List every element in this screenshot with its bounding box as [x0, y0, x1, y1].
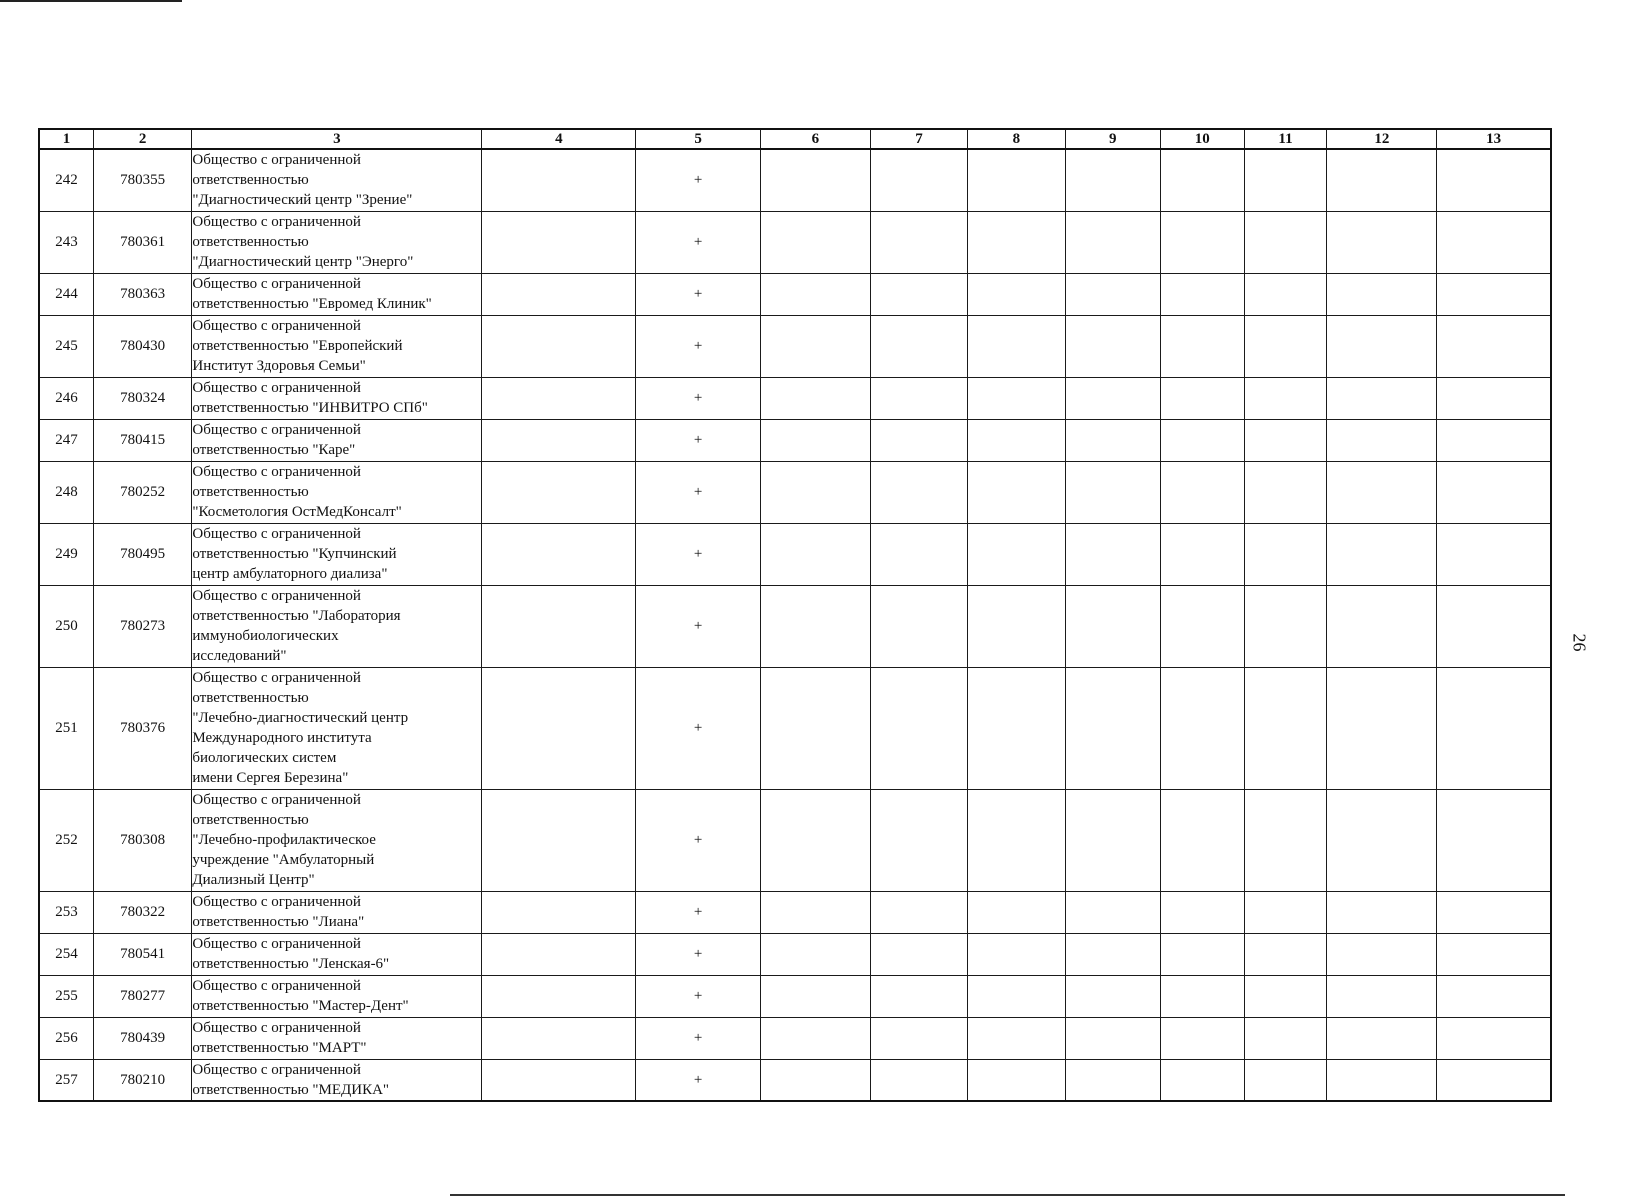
- column-4-cell: [482, 585, 636, 667]
- column-header: 9: [1065, 129, 1160, 149]
- column-4-cell: [482, 377, 636, 419]
- organization-name-line: Общество с ограниченной: [192, 380, 361, 396]
- organization-name-line: ответственностью "Европейский: [192, 338, 403, 354]
- registry-code-cell: 780415: [93, 419, 191, 461]
- table-row: [39, 523, 1551, 585]
- column-10-cell: [1160, 891, 1244, 933]
- column-9-cell: [1065, 211, 1160, 273]
- organization-name-cell: [192, 975, 482, 1017]
- column-5-mark-cell: +: [636, 523, 761, 585]
- column-6-cell: [760, 1017, 870, 1059]
- column-9-cell: [1065, 315, 1160, 377]
- column-7-cell: [870, 523, 967, 585]
- column-10-cell: [1160, 523, 1244, 585]
- column-7-cell: [870, 667, 967, 789]
- column-9-cell: [1065, 975, 1160, 1017]
- organization-name-line: Общество с ограниченной: [192, 214, 361, 230]
- table-row: [39, 211, 1551, 273]
- column-4-cell: [482, 273, 636, 315]
- column-10-cell: [1160, 933, 1244, 975]
- column-13-cell: [1437, 377, 1551, 419]
- column-11-cell: [1244, 585, 1327, 667]
- column-9-cell: [1065, 1059, 1160, 1101]
- column-6-cell: [760, 149, 870, 211]
- row-number-cell: 250: [39, 585, 93, 667]
- column-6-cell: [760, 667, 870, 789]
- column-8-cell: [968, 377, 1065, 419]
- column-4-cell: [482, 523, 636, 585]
- organization-name-line: Общество с ограниченной: [192, 1020, 361, 1036]
- column-5-mark-cell: +: [636, 585, 761, 667]
- column-6-cell: [760, 789, 870, 891]
- column-8-cell: [968, 789, 1065, 891]
- column-header: 5: [636, 129, 761, 149]
- column-5-mark-cell: +: [636, 667, 761, 789]
- column-6-cell: [760, 419, 870, 461]
- column-header: 6: [760, 129, 870, 149]
- column-10-cell: [1160, 789, 1244, 891]
- organization-name-cell: [192, 891, 482, 933]
- row-number-cell: 256: [39, 1017, 93, 1059]
- column-8-cell: [968, 419, 1065, 461]
- column-11-cell: [1244, 149, 1327, 211]
- column-4-cell: [482, 933, 636, 975]
- table-row: [39, 789, 1551, 891]
- table-body: [39, 149, 1551, 1101]
- column-10-cell: [1160, 975, 1244, 1017]
- row-number-cell: 251: [39, 667, 93, 789]
- column-7-cell: [870, 585, 967, 667]
- organization-name-line: "Диагностический центр "Энерго": [192, 254, 414, 270]
- column-12-cell: [1327, 461, 1437, 523]
- column-4-cell: [482, 149, 636, 211]
- row-number-cell: 255: [39, 975, 93, 1017]
- organization-name-line: ответственностью: [192, 234, 309, 250]
- registry-code-cell: 780361: [93, 211, 191, 273]
- column-6-cell: [760, 461, 870, 523]
- column-13-cell: [1437, 1017, 1551, 1059]
- registry-code-cell: 780439: [93, 1017, 191, 1059]
- column-11-cell: [1244, 891, 1327, 933]
- column-13-cell: [1437, 933, 1551, 975]
- column-7-cell: [870, 273, 967, 315]
- column-5-mark-cell: +: [636, 211, 761, 273]
- column-12-cell: [1327, 789, 1437, 891]
- column-11-cell: [1244, 789, 1327, 891]
- column-7-cell: [870, 789, 967, 891]
- organization-name-cell: [192, 461, 482, 523]
- column-13-cell: [1437, 667, 1551, 789]
- column-header: 13: [1437, 129, 1551, 149]
- column-8-cell: [968, 1017, 1065, 1059]
- organization-name-line: Общество с ограниченной: [192, 792, 361, 808]
- column-8-cell: [968, 273, 1065, 315]
- organization-name-line: ответственностью: [192, 172, 309, 189]
- column-5-mark-cell: +: [636, 461, 761, 523]
- organization-name-line: ответственностью "МАРТ": [192, 1040, 367, 1056]
- organization-name-line: Институт Здоровья Семьи": [192, 358, 366, 374]
- column-11-cell: [1244, 377, 1327, 419]
- column-10-cell: [1160, 1017, 1244, 1059]
- column-10-cell: [1160, 1059, 1244, 1101]
- row-number-cell: 257: [39, 1059, 93, 1101]
- column-6-cell: [760, 933, 870, 975]
- column-10-cell: [1160, 585, 1244, 667]
- column-10-cell: [1160, 667, 1244, 789]
- row-number-cell: 252: [39, 789, 93, 891]
- table-row: [39, 933, 1551, 975]
- column-header: 2: [93, 129, 191, 149]
- column-5-mark-cell: +: [636, 273, 761, 315]
- column-11-cell: [1244, 273, 1327, 315]
- organization-name-line: ответственностью "Каре": [192, 442, 356, 458]
- organization-name-line: иммунобиологических: [192, 628, 339, 644]
- column-12-cell: [1327, 933, 1437, 975]
- organization-name-line: Общество с ограниченной: [192, 894, 361, 910]
- column-5-mark-cell: +: [636, 891, 761, 933]
- column-9-cell: [1065, 1017, 1160, 1059]
- column-9-cell: [1065, 419, 1160, 461]
- table-row: [39, 975, 1551, 1017]
- column-7-cell: [870, 377, 967, 419]
- column-header: 7: [870, 129, 967, 149]
- column-12-cell: [1327, 149, 1437, 211]
- column-9-cell: [1065, 585, 1160, 667]
- organization-name-line: ответственностью "ИНВИТРО СПб": [192, 400, 428, 416]
- table-row: [39, 273, 1551, 315]
- column-header: 11: [1244, 129, 1327, 149]
- column-11-cell: [1244, 1017, 1327, 1059]
- column-9-cell: [1065, 461, 1160, 523]
- column-4-cell: [482, 667, 636, 789]
- organization-name-line: ответственностью "Лиана": [192, 914, 365, 930]
- organization-name-line: Диализный Центр": [192, 872, 315, 888]
- organization-name-line: ответственностью "Купчинский: [192, 546, 397, 562]
- column-9-cell: [1065, 789, 1160, 891]
- column-7-cell: [870, 891, 967, 933]
- column-13-cell: [1437, 891, 1551, 933]
- column-12-cell: [1327, 1017, 1437, 1059]
- organization-name-cell: [192, 1059, 482, 1101]
- organization-name-line: Общество с ограниченной: [192, 318, 361, 334]
- organization-name-line: ответственностью "МЕДИКА": [192, 1081, 390, 1098]
- registry-code-cell: 780273: [93, 585, 191, 667]
- organization-name-cell: [192, 273, 482, 315]
- column-12-cell: [1327, 211, 1437, 273]
- column-8-cell: [968, 933, 1065, 975]
- column-9-cell: [1065, 933, 1160, 975]
- column-13-cell: [1437, 523, 1551, 585]
- column-8-cell: [968, 975, 1065, 1017]
- organization-name-line: Общество с ограниченной: [192, 422, 361, 438]
- organization-name-line: "Лечебно-диагностический центр: [192, 710, 409, 726]
- registry-code-cell: 780541: [93, 933, 191, 975]
- row-number-cell: 253: [39, 891, 93, 933]
- page-number: 26: [1569, 633, 1590, 652]
- organization-name-line: Общество с ограниченной: [192, 588, 361, 604]
- column-12-cell: [1327, 419, 1437, 461]
- row-number-cell: 245: [39, 315, 93, 377]
- row-number-cell: 242: [39, 149, 93, 211]
- column-5-mark-cell: +: [636, 315, 761, 377]
- row-number-cell: 243: [39, 211, 93, 273]
- column-13-cell: [1437, 315, 1551, 377]
- column-10-cell: [1160, 315, 1244, 377]
- registry-code-cell: 780210: [93, 1059, 191, 1101]
- registry-code-cell: 780277: [93, 975, 191, 1017]
- row-number-cell: 249: [39, 523, 93, 585]
- column-12-cell: [1327, 1059, 1437, 1101]
- column-11-cell: [1244, 315, 1327, 377]
- column-header: 1: [39, 129, 93, 149]
- column-11-cell: [1244, 975, 1327, 1017]
- column-6-cell: [760, 891, 870, 933]
- column-5-mark-cell: +: [636, 419, 761, 461]
- column-11-cell: [1244, 667, 1327, 789]
- column-9-cell: [1065, 149, 1160, 211]
- organization-name-line: Общество с ограниченной: [192, 936, 361, 952]
- column-4-cell: [482, 789, 636, 891]
- top-rule: [0, 0, 182, 2]
- organization-name-line: Общество с ограниченной: [192, 276, 361, 292]
- column-7-cell: [870, 461, 967, 523]
- column-13-cell: [1437, 975, 1551, 1017]
- column-7-cell: [870, 1017, 967, 1059]
- column-8-cell: [968, 211, 1065, 273]
- column-12-cell: [1327, 891, 1437, 933]
- column-12-cell: [1327, 273, 1437, 315]
- column-11-cell: [1244, 1059, 1327, 1101]
- column-13-cell: [1437, 211, 1551, 273]
- table-row: [39, 461, 1551, 523]
- column-8-cell: [968, 891, 1065, 933]
- column-10-cell: [1160, 273, 1244, 315]
- organization-name-line: ответственностью "Мастер-Дент": [192, 998, 409, 1014]
- registry-table: [38, 128, 1552, 1102]
- column-12-cell: [1327, 975, 1437, 1017]
- organization-name-line: биологических систем: [192, 750, 337, 766]
- column-7-cell: [870, 315, 967, 377]
- column-11-cell: [1244, 211, 1327, 273]
- column-5-mark-cell: +: [636, 975, 761, 1017]
- row-number-cell: 248: [39, 461, 93, 523]
- row-number-cell: 244: [39, 273, 93, 315]
- column-header: 4: [482, 129, 636, 149]
- column-7-cell: [870, 1059, 967, 1101]
- organization-name-cell: [192, 789, 482, 891]
- organization-name-line: Общество с ограниченной: [192, 152, 361, 169]
- registry-code-cell: 780355: [93, 149, 191, 211]
- organization-name-cell: [192, 585, 482, 667]
- organization-name-line: центр амбулаторного диализа": [192, 566, 388, 582]
- column-8-cell: [968, 585, 1065, 667]
- registry-code-cell: 780376: [93, 667, 191, 789]
- column-6-cell: [760, 523, 870, 585]
- column-4-cell: [482, 891, 636, 933]
- organization-name-cell: [192, 1017, 482, 1059]
- column-13-cell: [1437, 461, 1551, 523]
- column-12-cell: [1327, 315, 1437, 377]
- column-7-cell: [870, 933, 967, 975]
- column-5-mark-cell: +: [636, 789, 761, 891]
- table-row: [39, 377, 1551, 419]
- column-6-cell: [760, 585, 870, 667]
- table-row: [39, 585, 1551, 667]
- organization-name-line: Международного института: [192, 730, 372, 746]
- row-number-cell: 246: [39, 377, 93, 419]
- column-6-cell: [760, 975, 870, 1017]
- column-12-cell: [1327, 377, 1437, 419]
- column-8-cell: [968, 523, 1065, 585]
- column-8-cell: [968, 1059, 1065, 1101]
- column-7-cell: [870, 149, 967, 211]
- column-7-cell: [870, 975, 967, 1017]
- organization-name-line: исследований": [192, 648, 287, 664]
- column-6-cell: [760, 377, 870, 419]
- registry-code-cell: 780430: [93, 315, 191, 377]
- column-9-cell: [1065, 273, 1160, 315]
- column-header: 12: [1327, 129, 1437, 149]
- organization-name-line: Общество с ограниченной: [192, 670, 361, 686]
- column-10-cell: [1160, 461, 1244, 523]
- organization-name-line: ответственностью "Ленская-6": [192, 956, 390, 972]
- column-11-cell: [1244, 933, 1327, 975]
- column-7-cell: [870, 211, 967, 273]
- registry-code-cell: 780495: [93, 523, 191, 585]
- column-12-cell: [1327, 585, 1437, 667]
- column-4-cell: [482, 975, 636, 1017]
- column-5-mark-cell: +: [636, 1059, 761, 1101]
- registry-code-cell: 780363: [93, 273, 191, 315]
- column-11-cell: [1244, 419, 1327, 461]
- column-9-cell: [1065, 523, 1160, 585]
- organization-name-cell: [192, 933, 482, 975]
- organization-name-line: имени Сергея Березина": [192, 770, 349, 786]
- column-5-mark-cell: +: [636, 149, 761, 211]
- organization-name-line: "Косметология ОстМедКонсалт": [192, 504, 402, 520]
- column-8-cell: [968, 315, 1065, 377]
- registry-code-cell: 780322: [93, 891, 191, 933]
- organization-name-line: ответственностью: [192, 690, 309, 706]
- column-6-cell: [760, 211, 870, 273]
- column-4-cell: [482, 211, 636, 273]
- organization-name-cell: [192, 149, 482, 211]
- organization-name-cell: [192, 419, 482, 461]
- organization-name-cell: [192, 211, 482, 273]
- table-row: [39, 419, 1551, 461]
- column-8-cell: [968, 667, 1065, 789]
- table-row: [39, 149, 1551, 211]
- column-6-cell: [760, 273, 870, 315]
- organization-name-line: Общество с ограниченной: [192, 526, 361, 542]
- column-5-mark-cell: +: [636, 1017, 761, 1059]
- organization-name-line: ответственностью "Лаборатория: [192, 608, 401, 624]
- column-8-cell: [968, 149, 1065, 211]
- organization-name-cell: [192, 377, 482, 419]
- column-13-cell: [1437, 419, 1551, 461]
- bottom-rule: [450, 1194, 1565, 1196]
- organization-name-cell: [192, 315, 482, 377]
- column-4-cell: [482, 315, 636, 377]
- row-number-cell: 254: [39, 933, 93, 975]
- column-9-cell: [1065, 891, 1160, 933]
- organization-name-line: Общество с ограниченной: [192, 464, 361, 480]
- header-row: [39, 129, 1551, 149]
- organization-name-line: ответственностью "Евромед Клиник": [192, 296, 432, 312]
- column-13-cell: [1437, 273, 1551, 315]
- column-13-cell: [1437, 585, 1551, 667]
- registry-code-cell: 780252: [93, 461, 191, 523]
- organization-name-line: Общество с ограниченной: [192, 1061, 361, 1078]
- column-header: 8: [968, 129, 1065, 149]
- organization-name-line: "Лечебно-профилактическое: [192, 832, 376, 848]
- registry-code-cell: 780308: [93, 789, 191, 891]
- column-4-cell: [482, 1059, 636, 1101]
- column-header: 3: [192, 129, 482, 149]
- column-11-cell: [1244, 461, 1327, 523]
- organization-name-line: учреждение "Амбулаторный: [192, 852, 375, 868]
- organization-name-line: "Диагностический центр "Зрение": [192, 192, 413, 209]
- column-12-cell: [1327, 523, 1437, 585]
- column-5-mark-cell: +: [636, 377, 761, 419]
- column-7-cell: [870, 419, 967, 461]
- table-row: [39, 1017, 1551, 1059]
- column-9-cell: [1065, 667, 1160, 789]
- column-6-cell: [760, 315, 870, 377]
- organization-name-line: Общество с ограниченной: [192, 978, 361, 994]
- table-row: [39, 891, 1551, 933]
- column-9-cell: [1065, 377, 1160, 419]
- column-11-cell: [1244, 523, 1327, 585]
- column-12-cell: [1327, 667, 1437, 789]
- column-5-mark-cell: +: [636, 933, 761, 975]
- column-4-cell: [482, 1017, 636, 1059]
- table-row: [39, 667, 1551, 789]
- row-number-cell: 247: [39, 419, 93, 461]
- organization-name-line: ответственностью: [192, 484, 309, 500]
- column-4-cell: [482, 461, 636, 523]
- table-row: [39, 315, 1551, 377]
- organization-name-cell: [192, 523, 482, 585]
- column-10-cell: [1160, 211, 1244, 273]
- organization-name-cell: [192, 667, 482, 789]
- column-6-cell: [760, 1059, 870, 1101]
- registry-code-cell: 780324: [93, 377, 191, 419]
- table-row: [39, 1059, 1551, 1101]
- column-13-cell: [1437, 149, 1551, 211]
- column-8-cell: [968, 461, 1065, 523]
- column-header: 10: [1160, 129, 1244, 149]
- organization-name-line: ответственностью: [192, 812, 309, 828]
- column-10-cell: [1160, 149, 1244, 211]
- column-4-cell: [482, 419, 636, 461]
- column-10-cell: [1160, 419, 1244, 461]
- column-13-cell: [1437, 789, 1551, 891]
- column-13-cell: [1437, 1059, 1551, 1101]
- column-10-cell: [1160, 377, 1244, 419]
